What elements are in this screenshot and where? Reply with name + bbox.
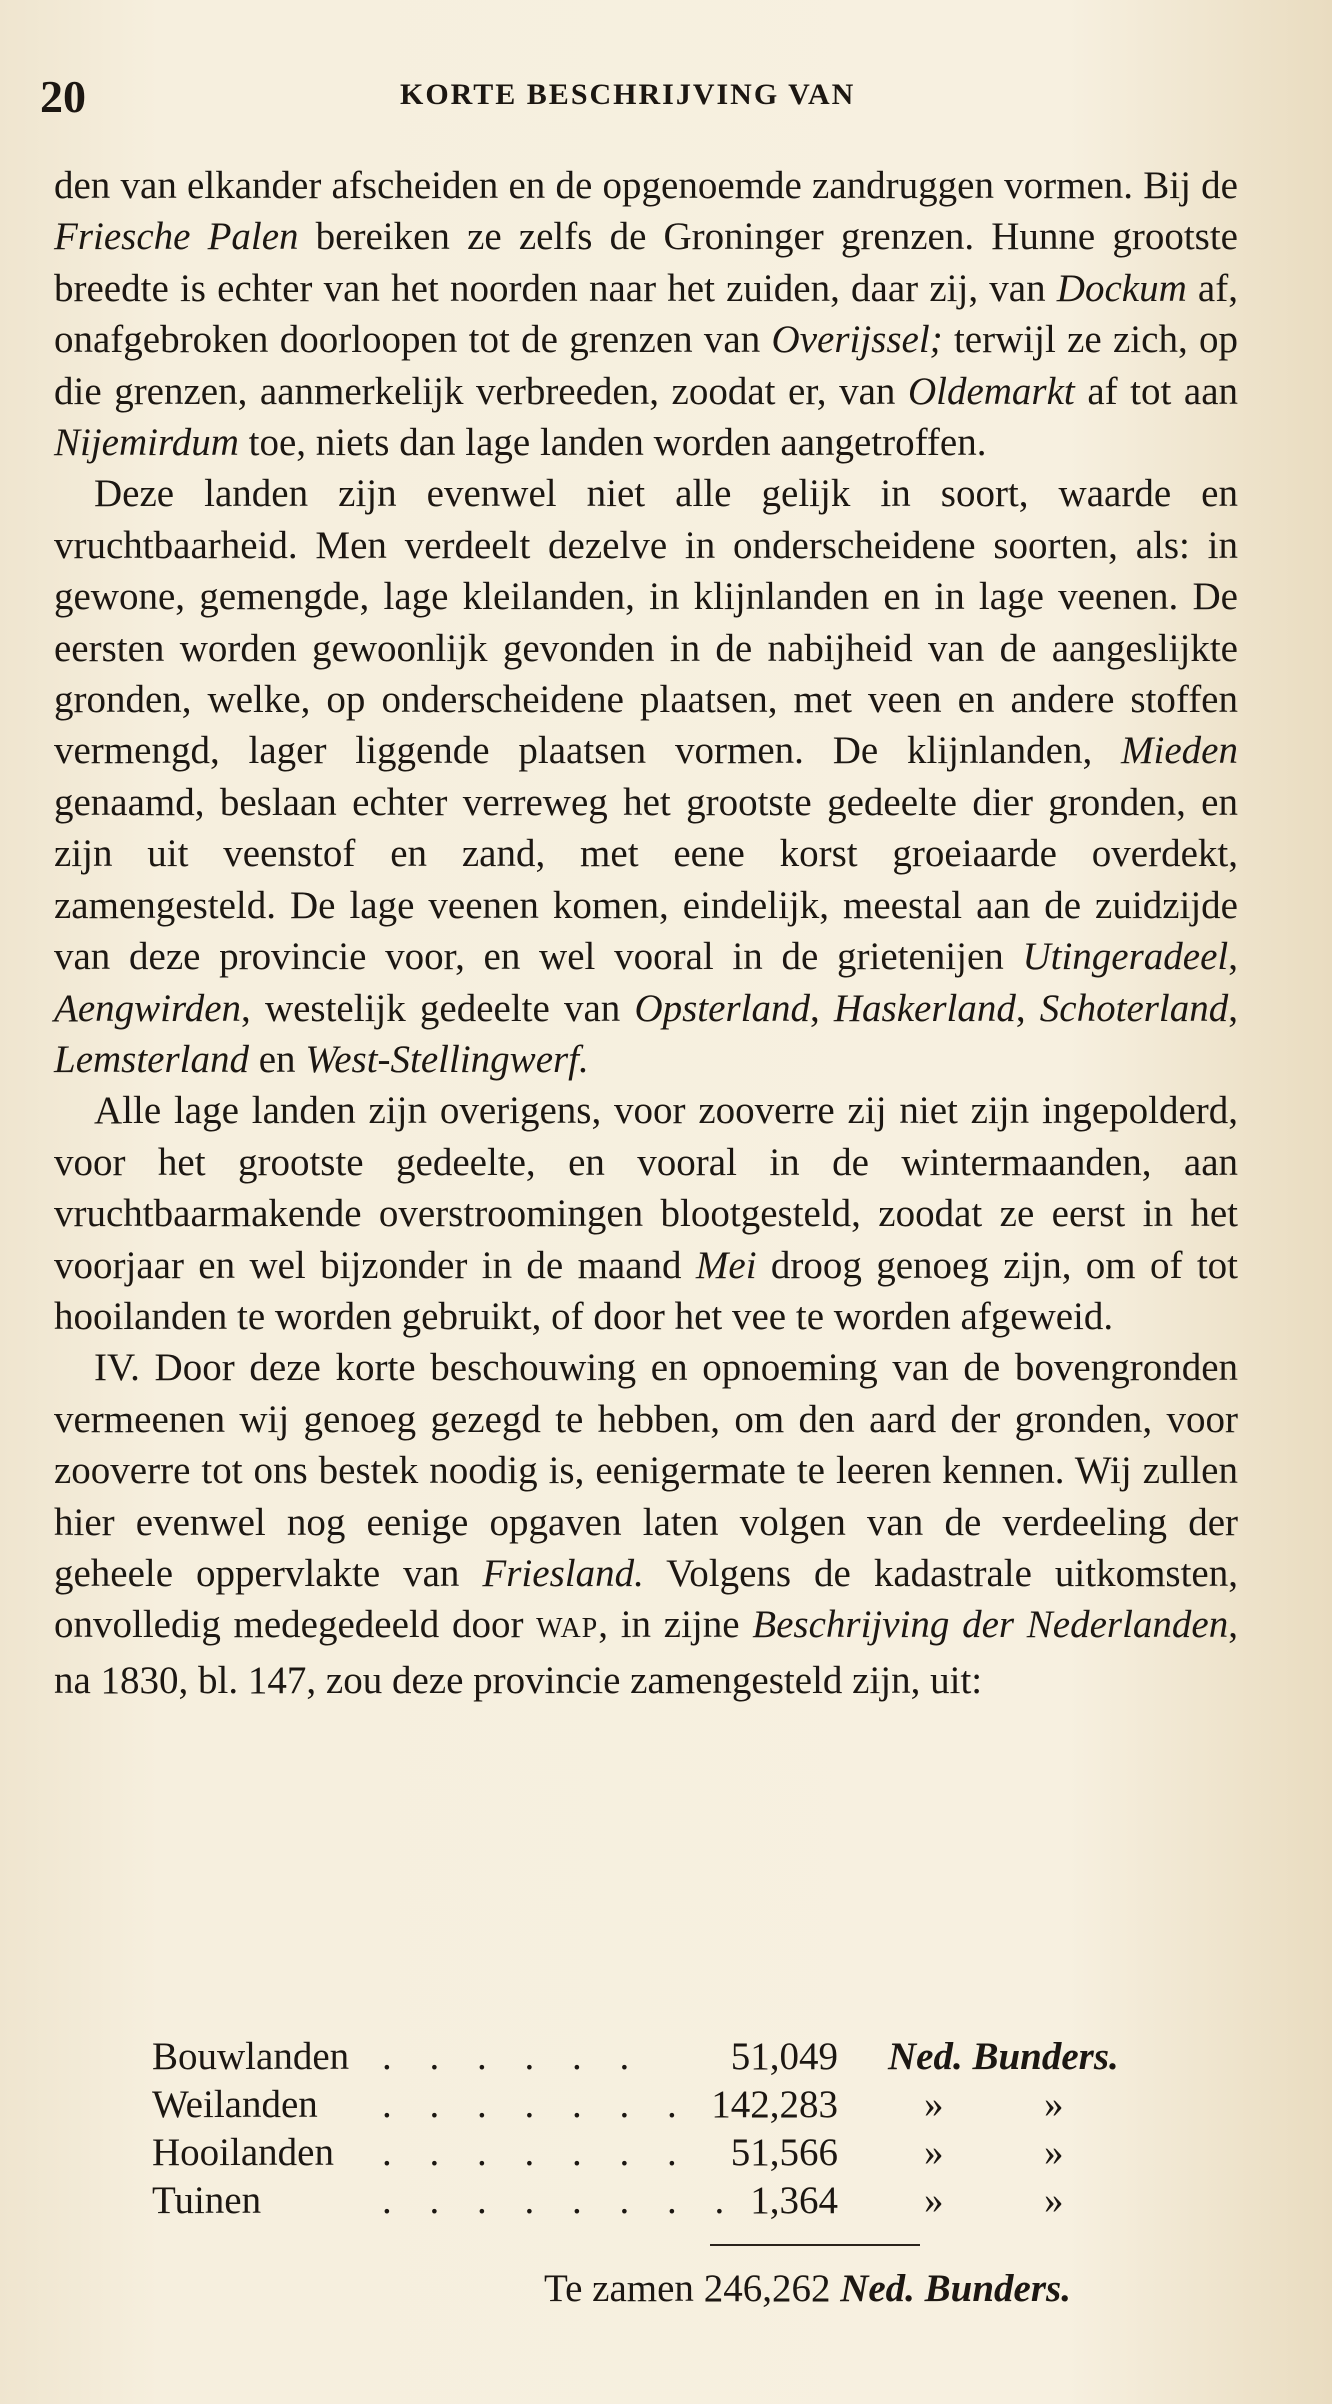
ditto-mark: » <box>924 2131 944 2174</box>
row-label: Weilanden <box>152 2083 318 2126</box>
leader-dots: . . . . . . . <box>382 2083 691 2126</box>
ditto-mark: » <box>1044 2131 1064 2174</box>
paragraph-4: IV. Door deze korte beschouwing en opnoeming van de bovengronden vermeenen wij genoeg gezegd te hebben, om den aard der gronden, voor zooverre tot ons bestek noodig is, eenigermate te leeren kennen. Wij zullen hier evenwel nog eenige opgaven laten volgen van de verdeeling der geheele oppervlakte van Friesland. Volgens de kadastrale uitkomsten, onvolledig medegedeeld door WAP, in zijne Beschrijving der Nederlanden, na 1830, bl. 147, zou deze provincie zamengesteld zijn, uit: <box>54 1346 1238 1702</box>
running-head: KORTE BESCHRIJVING VAN <box>400 78 856 111</box>
ditto-mark: » <box>1044 2083 1064 2126</box>
leader-dots: . . . . . . <box>382 2035 644 2078</box>
row-value: 51,049 <box>730 2035 838 2078</box>
row-label: Tuinen <box>152 2179 262 2222</box>
total-value: 246,262 <box>703 2267 831 2310</box>
land-use-table <box>152 2034 1152 2226</box>
row-value: 142,283 <box>711 2083 838 2126</box>
table-row <box>152 2178 1152 2226</box>
row-value: 51,566 <box>730 2131 838 2174</box>
leader-dots: . . . . . . . <box>382 2131 691 2174</box>
page-header <box>40 70 1240 130</box>
page-number: 20 <box>40 71 86 122</box>
row-unit: Ned. Bunders. <box>888 2035 1119 2078</box>
row-label: Bouwlanden <box>152 2035 350 2078</box>
total-label: Te zamen <box>544 2267 694 2310</box>
ditto-mark: » <box>1044 2179 1064 2222</box>
sum-rule <box>710 2244 920 2246</box>
ditto-mark: » <box>924 2179 944 2222</box>
ditto-mark: » <box>924 2083 944 2126</box>
body-text <box>54 160 1238 1706</box>
table-row <box>152 2034 1152 2082</box>
leader-dots: . . . . . . . . <box>382 2179 739 2222</box>
table-total <box>544 2266 1071 2311</box>
row-label: Hooilanden <box>152 2131 334 2174</box>
row-value: 1,364 <box>750 2179 838 2222</box>
table-row <box>152 2130 1152 2178</box>
table-row <box>152 2082 1152 2130</box>
paragraph-2: Deze landen zijn evenwel niet alle gelijk in soort, waarde en vruchtbaarheid. Men verdeelt dezelve in onderscheidene soorten, als: in gewone, gemengde, lage kleilanden, in klijnlanden en in lage veenen. De eersten worden gewoonlijk gevonden in de nabijheid van de aangeslijkte gronden, welke, op onderscheidene plaatsen, met veen en andere stoffen vermengd, lager liggende plaatsen vormen. De klijnlanden, Mieden genaamd, beslaan echter verreweg het grootste gedeelte dier gronden, en zijn uit veenstof en zand, met eene korst groeiaarde overdekt, zamengesteld. De lage veenen komen, eindelijk, meestal aan de zuidzijde van deze provincie voor, en wel vooral in de grietenijen Utingeradeel, Aengwirden, westelijk gedeelte van Opsterland, Haskerland, Schoterland, Lemsterland en West-Stellingwerf. <box>54 472 1239 1081</box>
total-unit: Ned. Bunders. <box>840 2267 1071 2310</box>
paragraph-3: Alle lage landen zijn overigens, voor zooverre zij niet zijn ingepolderd, voor het grootste gedeelte, en vooral in de wintermaanden, aan vruchtbaarmakende overstroomingen blootgesteld, zoodat ze eerst in het voorjaar en wel bijzonder in de maand Mei droog genoeg zijn, om of tot hooilanden te worden gebruikt, of door het vee te worden afgeweid. <box>54 1089 1238 1338</box>
paragraph-1: den van elkander afscheiden en de opgenoemde zandruggen vormen. Bij de Friesche Palen bereiken ze zelfs de Groninger grenzen. Hunne grootste breedte is echter van het noorden naar het zuiden, daar zij, van Dockum af, onafgebroken doorloopen tot de grenzen van Overijssel; terwijl ze zich, op die grenzen, aanmerkelijk verbreeden, zoodat er, van Oldemarkt af tot aan Nijemirdum toe, niets dan lage landen worden aangetroffen. <box>54 164 1238 465</box>
